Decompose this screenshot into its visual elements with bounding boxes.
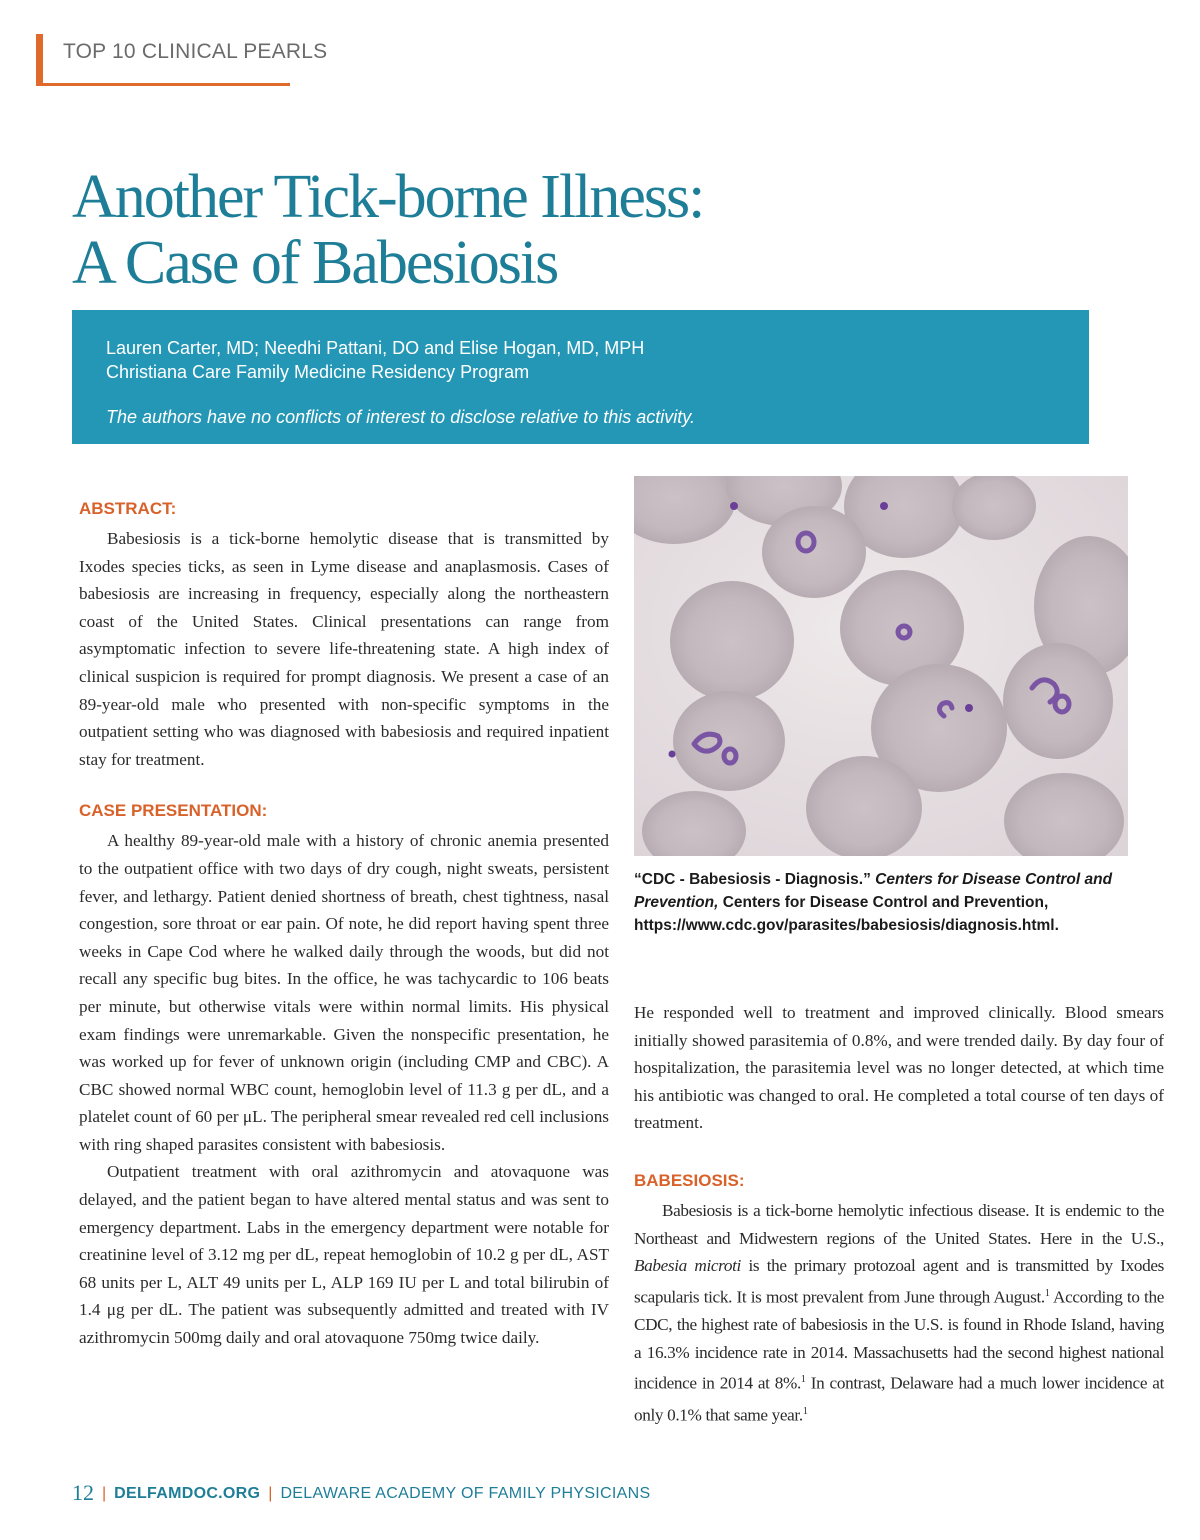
left-column [79, 497, 609, 1352]
caption-publisher: Centers for Disease Control and Prevention, [718, 894, 1049, 911]
footer-website: DELFAMDOC.ORG [114, 1485, 261, 1502]
case-heading: CASE PRESENTATION: [79, 801, 268, 821]
abstract-text: Babesiosis is a tick-borne hemolytic disease that is transmitted by Ixodes species ticks, as seen in Lyme disease and anaplasmosis. Cases of babesiosis are increasing in frequency, especially along the northeastern coast of the United States. Clinical presentations can range from asymptomatic infection to severe life-threatening state. A high index of clinical suspicion is required for prompt diagnosis. We present a case of an 89-year-old male who presented with non-specific symptoms in the outpatient setting who was diagnosed with babesiosis and required inpatient stay for treatment. [79, 529, 609, 769]
page-number: 12 [72, 1480, 94, 1505]
caption-title: “CDC - Babesiosis - Diagnosis.” [634, 871, 876, 888]
treatment-outcome-paragraph: He responded well to treatment and improved clinically. Blood smears initially showed parasitemia of 0.8%, and were trended daily. By day four of hospitalization, the parasitemia level was no longer detected, at which time his antibiotic was changed to oral. He completed a total course of ten days of treatment. [634, 1003, 1164, 1133]
image-caption [634, 868, 1128, 937]
author-names: Lauren Carter, MD; Needhi Pattani, DO and Elise Hogan, MD, MPH [106, 338, 645, 358]
section-tag-label: TOP 10 CLINICAL PEARLS [63, 40, 328, 63]
babesiosis-text-1: Babesiosis is a tick-borne hemolytic infectious disease. It is endemic to the Northeast and Midwestern regions of the United States. Here in the U.S., [634, 1200, 1164, 1248]
babesiosis-text-4: In contrast, Delaware had a much lower incidence at only 0.1% that same year. [634, 1374, 1164, 1425]
babesiosis-heading: BABESIOSIS: [634, 1170, 745, 1190]
reference-3: 1 [802, 1405, 808, 1417]
footer-separator-2: | [268, 1485, 273, 1502]
footer-separator-1: | [102, 1485, 107, 1502]
case-paragraph-2: Outpatient treatment with oral azithromycin and atovaquone was delayed, and the patient began to have altered mental status and was sent to emergency department. Labs in the emergency department were notable for creatinine level of 3.12 mg per dL, repeat hemoglobin of 10.2 g per dL, AST 68 units per L, ALT 49 units per L, ALP 169 IU per L and total bilirubin of 1.4 μg per dL. The patient was subsequently admitted and treated with IV azithromycin 500mg daily and oral atovaquone 750mg twice daily. [79, 1162, 609, 1348]
reference-1: 1 [1044, 1287, 1050, 1299]
right-column [634, 999, 1164, 1429]
blood-smear-illustration [634, 476, 1128, 856]
author-box [72, 310, 1089, 444]
article-title [72, 164, 1132, 296]
babesia-species-name: Babesia microti [634, 1256, 741, 1276]
caption-source-2: Prevention, [634, 894, 719, 911]
babesiosis-text-2: is the primary protozoal agent and is transmitted by Ixodes scapularis tick. It is most prevalent from June through August. [634, 1256, 1164, 1307]
reference-2: 1 [800, 1374, 806, 1386]
title-line-1: Another Tick-borne Illness: [72, 163, 704, 231]
babesiosis-paragraph [634, 1197, 1164, 1429]
footer-organization: DELAWARE ACADEMY OF FAMILY PHYSICIANS [280, 1485, 651, 1502]
author-program: Christiana Care Family Medicine Residency Program [106, 362, 530, 382]
caption-source-1: Centers for Disease Control and [875, 871, 1113, 888]
babesia-blood-smear-image [634, 476, 1128, 856]
abstract-heading: ABSTRACT: [79, 499, 177, 518]
section-tag [36, 34, 328, 86]
title-line-2: A Case of Babesiosis [72, 229, 558, 297]
caption-url: https://www.cdc.gov/parasites/babesiosis/diagnosis.html. [634, 917, 1059, 934]
conflict-disclosure: The authors have no conflicts of interest to disclose relative to this activity. [106, 407, 695, 427]
case-paragraph-1: A healthy 89-year-old male with a history of chronic anemia presented to the outpatient office with two days of dry cough, night sweats, persistent fever, and lethargy. Patient denied shortness of breath, chest tightness, nasal congestion, sore throat or ear pain. Of note, he did report having spent three weeks in Cape Cod where he walked daily through the woods, but did not recall any specific bug bites. In the office, he was tachycardic to 106 beats per minute, but otherwise vitals were within normal limits. His physical exam findings were unremarkable. Given the nonspecific presentation, he was worked up for fever of unknown origin (including CMP and CBC). A CBC showed normal WBC count, hemoglobin level of 11.3 g per dL, and a platelet count of 60 per μL. The peripheral smear revealed red cell inclusions with ring shaped parasites consistent with babesiosis. [79, 831, 609, 1154]
page-footer [72, 1480, 650, 1510]
babesiosis-text-3: According to the CDC, the highest rate of babesiosis in the U.S. is found in Rhode Island, having a 16.3% incidence rate in 2014. Massachusetts had the second highest national incidence in 2014 at 8%. [634, 1287, 1164, 1393]
